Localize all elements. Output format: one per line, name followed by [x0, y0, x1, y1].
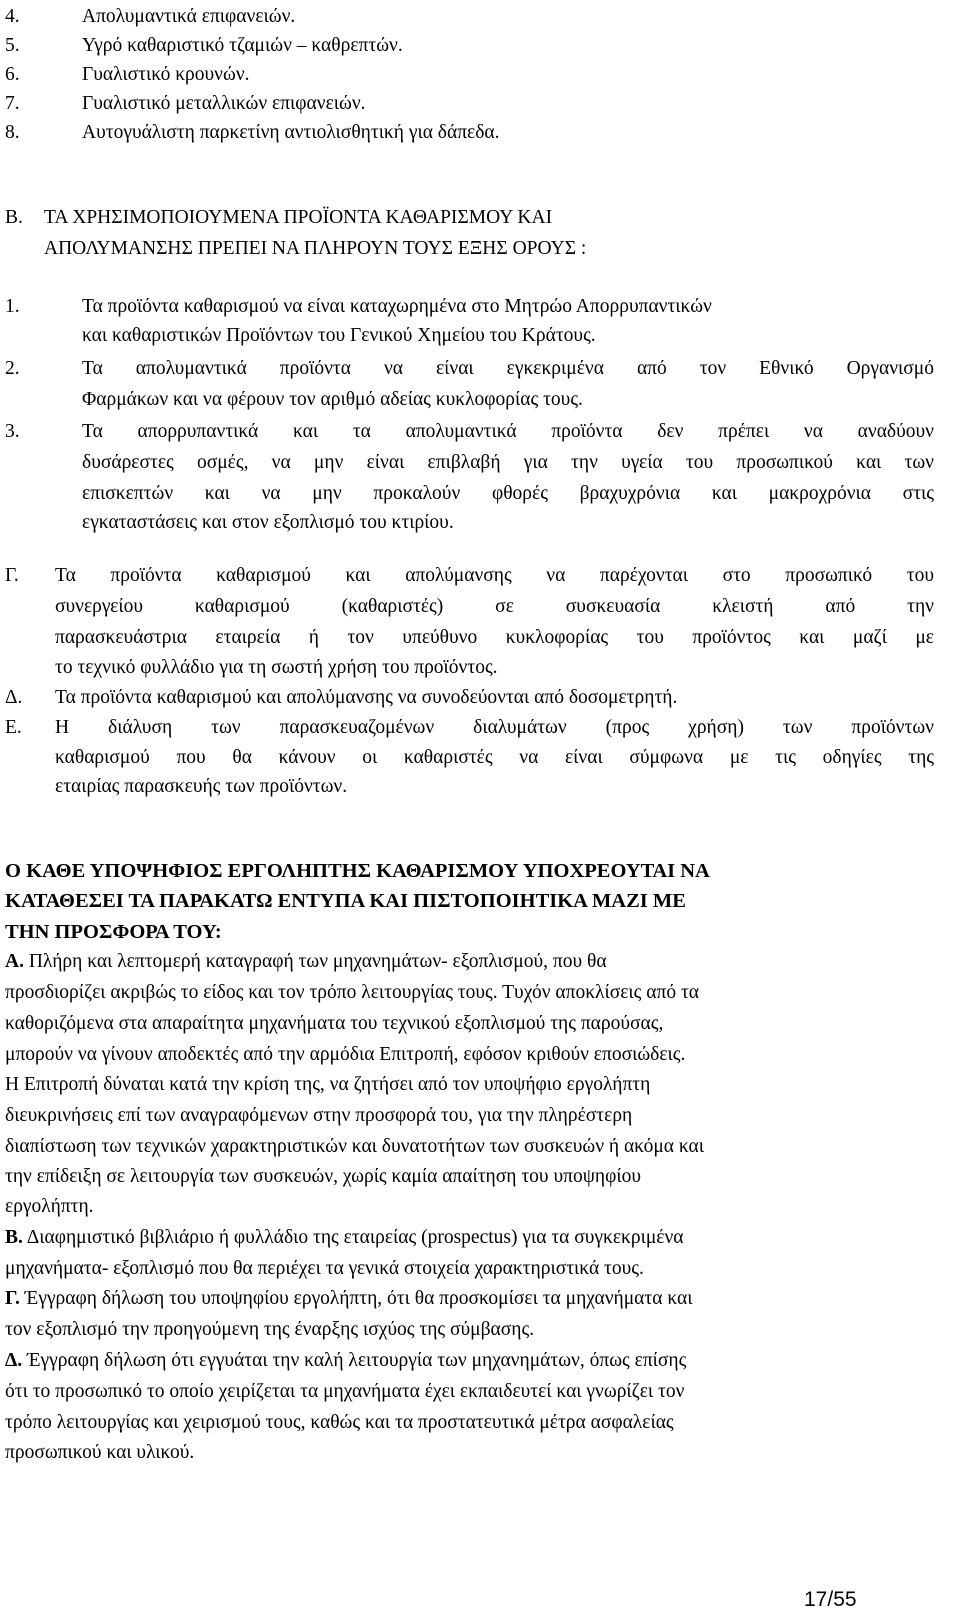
- section-text: το τεχνικό φυλλάδιο για τη σωστή χρήση του προϊόντος.: [55, 657, 498, 678]
- item-text: επισκεπτών και να μην προκαλούν φθορές βραχυχρόνια και μακροχρόνια στις: [82, 483, 934, 504]
- list-number: 7.: [5, 93, 20, 114]
- requirement-first-line: [5, 1289, 692, 1309]
- section-number: Γ.: [5, 565, 19, 586]
- requirement-first-line: [5, 952, 607, 972]
- requirement-text: μπορούν να γίνουν αποδεκτές από την αρμόδια Επιτροπή, εφόσον κριθούν εποσιώδεις.: [5, 1044, 686, 1065]
- requirement-label: Γ.: [5, 1288, 20, 1309]
- requirement-text: τον εξοπλισμό την προηγούμενη της έναρξης ισχύος της σύμβασης.: [5, 1319, 535, 1340]
- requirement-label: Α.: [5, 951, 24, 972]
- heading-line: Ο ΚΑΘΕ ΥΠΟΨΗΦΙΟΣ ΕΡΓΟΛΗΠΤΗΣ ΚΑΘΑΡΙΣΜΟΥ ΥΠΟΧΡΕΟΥΤΑΙ ΝΑ: [5, 860, 710, 882]
- section-text: Τα προϊόντα καθαρισμού και απολύμανσης να συνοδεύονται από δοσομετρητή.: [55, 687, 678, 708]
- list-item: Υγρό καθαριστικό τζαμιών – καθρεπτών.: [82, 35, 403, 56]
- requirement-text: μηχανήματα- εξοπλισμό που θα περιέχει τα γενικά στοιχεία χαρακτηριστικά τους.: [5, 1258, 644, 1279]
- requirement-label: Δ.: [5, 1350, 23, 1371]
- item-number: 1.: [5, 296, 20, 317]
- item-text: Τα απορρυπαντικά και τα απολυμαντικά προϊόντα δεν πρέπει να αναδύουν: [82, 421, 934, 442]
- requirement-text: Διαφημιστικό βιβλιάριο ή φυλλάδιο της εταιρείας (prospectus) για τα συγκεκριμένα: [22, 1227, 684, 1248]
- section-title: ΑΠΟΛΥΜΑΝΣΗΣ ΠΡΕΠΕΙ ΝΑ ΠΛΗΡΟΥΝ ΤΟΥΣ ΕΞΗΣ ΟΡΟΥΣ :: [44, 238, 587, 259]
- requirement-text: Πλήρη και λεπτομερή καταγραφή των μηχανημάτων- εξοπλισμού, που θα: [23, 951, 607, 972]
- section-text: εταιρίας παρασκευής των προϊόντων.: [55, 776, 348, 797]
- requirement-text: εργολήπτη.: [5, 1196, 94, 1217]
- section-text: συνεργείου καθαρισμού (καθαριστές) σε συσκευασία κλειστή από την: [55, 596, 934, 617]
- requirement-label: Β.: [5, 1227, 23, 1248]
- section-text: παρασκευάστρια εταιρεία ή τον υπεύθυνο κυκλοφορίας του προϊόντος και μαζί με: [55, 627, 934, 648]
- section-text: Τα προϊόντα καθαρισμού και απολύμανσης να παρέχονται στο προσωπικό του: [55, 565, 934, 586]
- requirement-text: προσδιορίζει ακριβώς το είδος και τον τρόπο λειτουργίας τους. Τυχόν αποκλίσεις από τα: [5, 982, 700, 1003]
- item-text: δυσάρεστες οσμές, να μην είναι επιβλαβή για την υγεία του προσωπικού και των: [82, 452, 934, 473]
- heading-line: ΚΑΤΑΘΕΣΕΙ ΤΑ ΠΑΡΑΚΑΤΩ ΕΝΤΥΠΑ ΚΑΙ ΠΙΣΤΟΠΟΙΗΤΙΚΑ ΜΑΖΙ ΜΕ: [5, 890, 686, 912]
- requirement-text: την επίδειξη σε λειτουργία των συσκευών, χωρίς καμία απαίτηση του υποψηφίου: [5, 1166, 642, 1187]
- requirement-text: ότι το προσωπικό το οποίο χειρίζεται τα μηχανήματα έχει εκπαιδευτεί και γνωρίζει τον: [5, 1381, 685, 1402]
- list-item: Γυαλιστικό κρουνών.: [82, 64, 250, 85]
- section-number: Β.: [5, 207, 23, 228]
- item-number: 2.: [5, 358, 20, 379]
- requirement-text: Έγγραφη δήλωση ότι εγγυάται την καλή λειτουργία των μηχανημάτων, όπως επίσης: [22, 1350, 687, 1371]
- requirement-text: τρόπο λειτουργίας και χειρισμού τους, καθώς και τα προστατευτικά μέτρα ασφαλείας: [5, 1412, 674, 1433]
- page-number: 17/55: [804, 1588, 857, 1611]
- requirement-text: διευκρινήσεις επί των αναγραφόμενων στην προσφορά του, για την πληρέστερη: [5, 1105, 633, 1126]
- list-number: 4.: [5, 6, 20, 27]
- list-item: Γυαλιστικό μεταλλικών επιφανειών.: [82, 93, 366, 114]
- list-number: 5.: [5, 35, 20, 56]
- section-title: ΤΑ ΧΡΗΣΙΜΟΠΟΙΟΥΜΕΝΑ ΠΡΟΪΟΝΤΑ ΚΑΘΑΡΙΣΜΟΥ ΚΑΙ: [44, 207, 553, 228]
- item-text: και καθαριστικών Προϊόντων του Γενικού Χημείου του Κράτους.: [82, 325, 596, 346]
- section-number: Δ.: [5, 687, 23, 708]
- requirement-text: καθοριζόμενα στα απαραίτητα μηχανήματα του τεχνικού εξοπλισμού της παρούσας,: [5, 1013, 664, 1034]
- item-text: Τα απολυμαντικά προϊόντα να είναι εγκεκριμένα από τον Εθνικό Οργανισμό: [82, 358, 934, 379]
- section-number: Ε.: [5, 717, 22, 738]
- requirement-text: διαπίστωση των τεχνικών χαρακτηριστικών και δυνατοτήτων των συσκευών ή ακόμα και: [5, 1136, 704, 1157]
- requirement-first-line: [5, 1351, 686, 1371]
- requirement-text: Η Επιτροπή δύναται κατά την κρίση της, να ζητήσει από τον υποψήφιο εργολήπτη: [5, 1074, 651, 1095]
- section-text: Η διάλυση των παρασκευαζομένων διαλυμάτων (προς χρήση) των προϊόντων: [55, 717, 934, 738]
- list-number: 6.: [5, 64, 20, 85]
- requirement-text: προσωπικού και υλικού.: [5, 1442, 195, 1463]
- list-item: Αυτογυάλιστη παρκετίνη αντιολισθητική για δάπεδα.: [82, 122, 500, 143]
- item-number: 3.: [5, 421, 20, 442]
- item-text: εγκαταστάσεις και στον εξοπλισμό του κτιρίου.: [82, 512, 454, 533]
- item-text: Φαρμάκων και να φέρουν τον αριθμό αδείας κυκλοφορίας τους.: [82, 389, 583, 410]
- list-number: 8.: [5, 122, 20, 143]
- item-text: Τα προϊόντα καθαρισμού να είναι καταχωρημένα στο Μητρώο Απορρυπαντικών: [82, 296, 712, 317]
- requirement-text: Έγγραφη δήλωση του υποψηφίου εργολήπτη, ότι θα προσκομίσει τα μηχανήματα και: [19, 1288, 693, 1309]
- requirement-first-line: [5, 1228, 684, 1248]
- heading-line: ΤΗΝ ΠΡΟΣΦΟΡΑ ΤΟΥ:: [5, 921, 222, 943]
- section-text: καθαρισμού που θα κάνουν οι καθαριστές να είναι σύμφωνα με τις οδηγίες της: [55, 747, 934, 768]
- list-item: Απολυμαντικά επιφανειών.: [82, 6, 296, 27]
